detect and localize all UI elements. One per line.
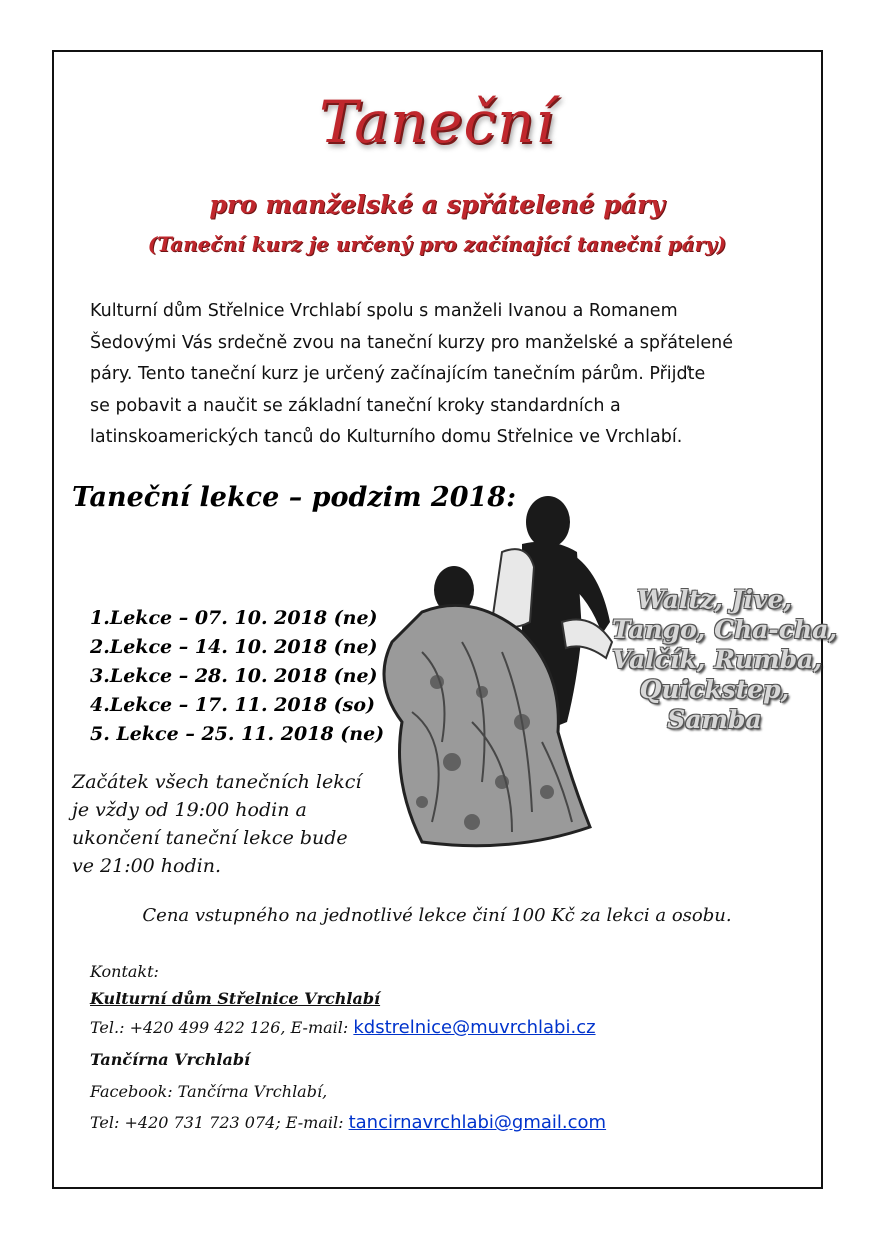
- contact-label: Kontakt:: [90, 962, 159, 981]
- lesson-item: 2.Lekce – 14. 10. 2018 (ne): [90, 636, 378, 658]
- contact-org2-line: [90, 1112, 606, 1133]
- lesson-item: 3.Lekce – 28. 10. 2018 (ne): [90, 665, 378, 687]
- lessons-list: [90, 604, 384, 749]
- price-info: Cena vstupného na jednotlivé lekce činí 100 Kč za lekci a osobu.: [142, 905, 732, 926]
- poster-subtitle-note: (Taneční kurz je určený pro začínající taneční páry): [147, 232, 727, 256]
- intro-paragraph: [90, 296, 754, 454]
- contact-org1-email-link[interactable]: kdstrelnice@muvrchlabi.cz: [353, 1017, 596, 1038]
- dance-line: Waltz, Jive,: [636, 585, 793, 614]
- start-info-line: je vždy od 19:00 hodin a: [72, 799, 307, 821]
- contact-org1-phone: Tel.: +420 499 422 126, E-mail:: [90, 1018, 354, 1037]
- start-time-info: [72, 768, 372, 880]
- intro-line: se pobavit a naučit se základní taneční kroky standardních a: [90, 395, 621, 416]
- dance-line: Tango, Cha-cha,: [612, 615, 838, 644]
- dance-line: Quickstep,: [639, 675, 790, 704]
- intro-line: páry. Tento taneční kurz je určený začínajícím tanečním párům. Přijďte: [90, 364, 706, 384]
- start-info-line: ve 21:00 hodin.: [72, 855, 222, 877]
- dance-styles: [612, 585, 838, 735]
- contact-org1-line: [90, 1017, 596, 1038]
- intro-line: Šedovými Vás srdečně zvou na taneční kurzy pro manželské a spřátelené: [90, 332, 734, 353]
- lessons-heading: Taneční lekce – podzim 2018:: [72, 482, 517, 513]
- lesson-item: 4.Lekce – 17. 11. 2018 (so): [90, 694, 376, 716]
- dance-line: Valčík, Rumba,: [612, 645, 823, 674]
- start-info-line: Začátek všech tanečních lekcí: [72, 771, 362, 793]
- contact-org2-phone: Tel: +420 731 723 074; E-mail:: [90, 1113, 349, 1132]
- contact-org1-name: Kulturní dům Střelnice Vrchlabí: [90, 989, 381, 1008]
- intro-line: latinskoamerických tanců do Kulturního domu Střelnice ve Vrchlabí.: [90, 427, 683, 447]
- lesson-item: 1.Lekce – 07. 10. 2018 (ne): [90, 607, 378, 629]
- dance-line: Samba: [667, 705, 762, 734]
- poster-title: Taneční: [319, 88, 555, 156]
- lesson-item: 5. Lekce – 25. 11. 2018 (ne): [90, 723, 385, 745]
- start-info-line: ukončení taneční lekce bude: [72, 827, 348, 849]
- contact-org2-name: Tančírna Vrchlabí: [90, 1050, 251, 1069]
- contact-org2-email-link[interactable]: tancirnavrchlabi@gmail.com: [348, 1112, 607, 1133]
- contact-org2-facebook: Facebook: Tančírna Vrchlabí,: [90, 1082, 328, 1101]
- dancing-couple-image: [362, 482, 624, 862]
- intro-line: Kulturní dům Střelnice Vrchlabí spolu s manželi Ivanou a Romanem: [90, 301, 678, 321]
- poster-subtitle: pro manželské a spřátelené páry: [209, 190, 665, 219]
